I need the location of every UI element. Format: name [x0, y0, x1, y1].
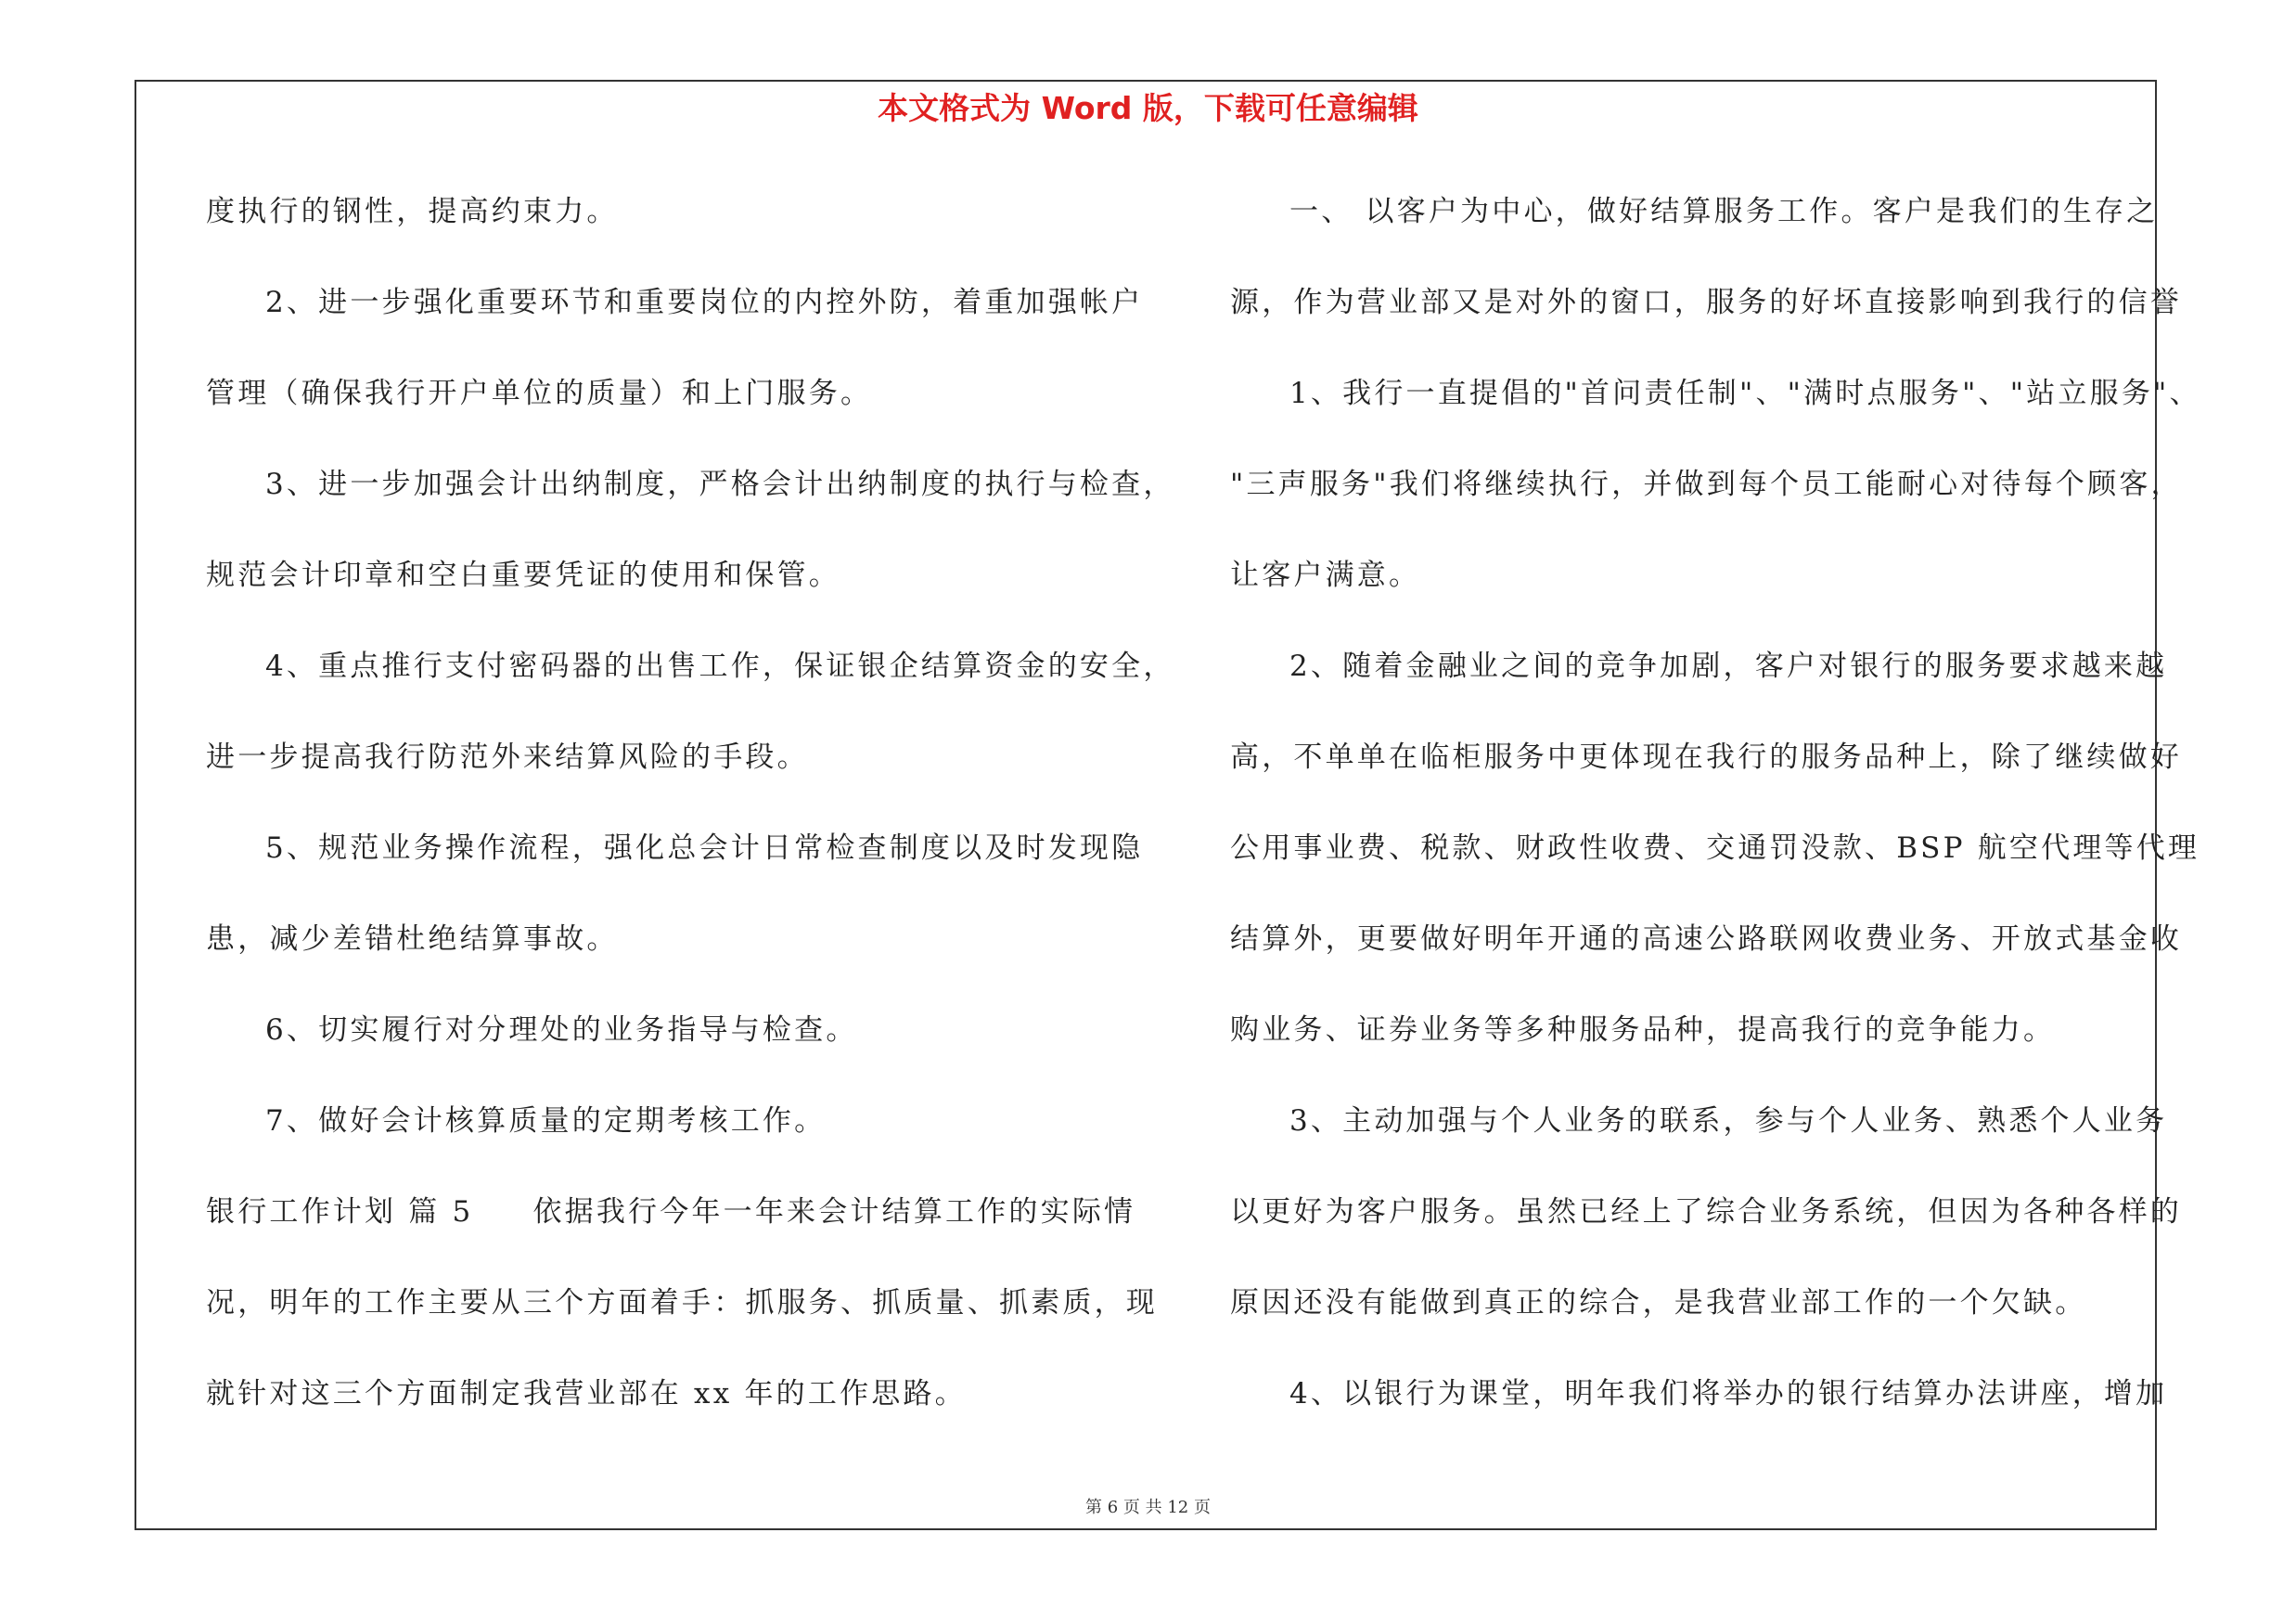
text-line: "三声服务"我们将继续执行，并做到每个员工能耐心对待每个顾客， [1230, 468, 2183, 501]
text-line: 源，作为营业部又是对外的窗口，服务的好坏直接影响到我行的信誉 [1230, 286, 2182, 319]
text-line: 4、重点推行支付密码器的出售工作，保证银企结算资金的安全， [265, 650, 1175, 683]
text-line: 进一步提高我行防范外来结算风险的手段。 [206, 741, 809, 774]
text-line: 3、进一步加强会计出纳制度，严格会计出纳制度的执行与检查， [265, 468, 1175, 501]
text-line: 5、规范业务操作流程，强化总会计日常检查制度以及时发现隐 [265, 831, 1144, 865]
text-line: 管理（确保我行开户单位的质量）和上门服务。 [206, 377, 873, 410]
text-line: 高，不单单在临柜服务中更体现在我行的服务品种上，除了继续做好 [1230, 741, 2182, 774]
word-format-banner: 本文格式为 Word 版，下载可任意编辑 [878, 90, 1418, 126]
text-line: 规范会计印章和空白重要凭证的使用和保管。 [206, 559, 840, 592]
right-column [1230, 184, 2201, 1457]
text-line: 2、随着金融业之间的竞争加剧，客户对银行的服务要求越来越 [1289, 650, 2168, 683]
text-line: 4、以银行为课堂，明年我们将举办的银行结算办法讲座，增加 [1289, 1377, 2168, 1410]
section-heading-line [206, 1184, 1143, 1275]
text-line: 公用事业费、税款、财政性收费、交通罚没款、BSP 航空代理等代理 [1230, 831, 2200, 865]
text-line: 患，减少差错杜绝结算事故。 [206, 922, 619, 956]
text-line: 一、 以客户为中心，做好结算服务工作。客户是我们的生存之 [1289, 195, 2159, 228]
text-line: 结算外，更要做好明年开通的高速公路联网收费业务、开放式基金收 [1230, 922, 2182, 956]
text-line: 7、做好会计核算质量的定期考核工作。 [265, 1104, 827, 1138]
text-line: 2、进一步强化重要环节和重要岗位的内控外防，着重加强帐户 [265, 286, 1144, 319]
text-line: 原因还没有能做到真正的综合，是我营业部工作的一个欠缺。 [1230, 1286, 2087, 1320]
text-line: 度执行的钢性，提高约束力。 [206, 195, 619, 228]
text-line: 以更好为客户服务。虽然已经上了综合业务系统，但因为各种各样的 [1230, 1195, 2182, 1229]
section-intro: 依据我行今年一年来会计结算工作的实际情 [532, 1195, 1136, 1229]
text-line: 6、切实履行对分理处的业务指导与检查。 [265, 1013, 858, 1047]
left-column [206, 184, 1175, 1457]
text-line: 况，明年的工作主要从三个方面着手：抓服务、抓质量、抓素质，现 [206, 1286, 1158, 1320]
page-number: 第 6 页 共 12 页 [1085, 1498, 1211, 1517]
text-line: 3、主动加强与个人业务的联系，参与个人业务、熟悉个人业务 [1289, 1104, 2168, 1138]
text-line: 购业务、证券业务等多种服务品种，提高我行的竞争能力。 [1230, 1013, 2056, 1047]
text-line: 1、我行一直提倡的"首问责任制"、"满时点服务"、"站立服务"、 [1289, 377, 2201, 410]
section-title: 银行工作计划 篇 5 [206, 1195, 474, 1229]
text-line: 就针对这三个方面制定我营业部在 xx 年的工作思路。 [206, 1377, 967, 1410]
text-line: 让客户满意。 [1230, 559, 1421, 592]
